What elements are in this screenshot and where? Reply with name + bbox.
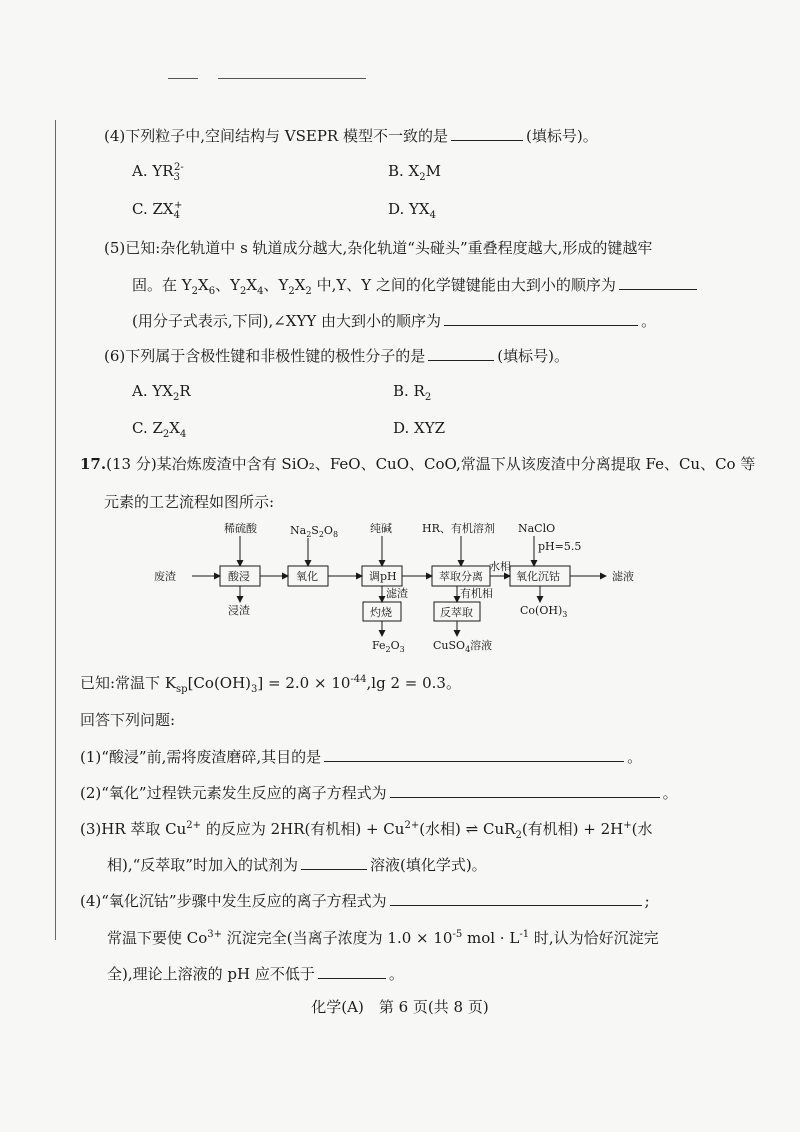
question-number: 17.: [80, 455, 107, 473]
q17-ask: 回答下列问题:: [80, 711, 176, 729]
reagent-persulfate: $Na_2S_2O_8$: [290, 524, 339, 539]
answer-blank[interactable]: [444, 311, 638, 326]
q16-p4-option-d: D. $YX_4$: [388, 200, 436, 221]
answer-blank[interactable]: [451, 126, 523, 141]
output-cooh3: $Co(OH)_3$: [520, 604, 568, 619]
box-label-acid-leach: 酸浸: [228, 570, 250, 583]
answer-blank[interactable]: [390, 891, 642, 906]
page-footer: 化学(A) 第 6 页(共 8 页): [311, 998, 489, 1016]
binding-margin-line: [55, 120, 56, 940]
answer-blank[interactable]: [324, 747, 624, 762]
q17-p3-line1: (3)HR 萃取 $Cu^{2+}$ 的反应为 2HR(有机相) + $Cu^{2+}$(水相) ⇌ CuR$_2$(有机相) + 2H+(水: [80, 820, 653, 841]
q16-p6-stem: (6)下列属于含极性键和非极性键的极性分子的是 (填标号)。: [104, 347, 569, 365]
answer-blank[interactable]: [301, 855, 367, 870]
answer-blank[interactable]: [619, 275, 697, 290]
answer-blank[interactable]: [318, 964, 386, 979]
q17-p1: (1)“酸浸”前,需将废渣磨碎,其目的是 。: [80, 748, 643, 766]
label-water-phase: 水相: [489, 560, 511, 573]
q17-p3-line2: 相),“反萃取”时加入的试剂为 溶液(填化学式)。: [107, 856, 487, 874]
q17-p4-line3: 全),理论上溶液的 pH 应不低于 。: [107, 965, 404, 983]
q17-p4-line1: (4)“氧化沉钴”步骤中发生反应的离子方程式为 ;: [80, 892, 650, 910]
q16-p4-option-c: C. $ZX_4^+$: [132, 200, 183, 221]
q16-p4-stem: (4)下列粒子中,空间结构与 VSEPR 模型不一致的是 (填标号)。: [104, 127, 598, 145]
reagent-hr-solvent: HR、有机溶剂: [422, 522, 495, 535]
box-label-adjust-ph: 调pH: [369, 570, 397, 583]
q16-p6-option-b: B. $R_2$: [393, 382, 432, 403]
answer-blank[interactable]: [428, 346, 494, 361]
label-filter-residue: 滤渣: [386, 587, 408, 600]
reagent-naclo: NaClO: [518, 522, 556, 535]
label-organic-phase: 有机相: [460, 587, 493, 600]
box-label-oxidize: 氧化: [296, 570, 318, 583]
box-label-back-extract: 反萃取: [440, 606, 473, 619]
box-label-extract: 萃取分离: [439, 570, 483, 583]
q17-p4-line2: 常温下要使 $Co^{3+}$ 沉淀完全(当离子浓度为 $1.0 \times 10^{-5}$ mol · $L^{-1}$ 时,认为恰好沉淀完: [107, 929, 659, 947]
q16-p5-line1: (5)已知:杂化轨道中 s 轨道成分越大,杂化轨道“头碰头”重叠程度越大,形成的键越牢: [104, 239, 653, 257]
reagent-soda-ash: 纯碱: [370, 522, 392, 535]
q16-p6-option-d: D. XYZ: [393, 419, 446, 437]
answer-blank[interactable]: [390, 783, 660, 798]
process-flowchart: [150, 518, 660, 658]
q17-line1: 17.(13 分)某冶炼废渣中含有 SiO₂、FeO、CuO、CoO,常温下从该废渣中分离提取 Fe、Cu、Co 等: [80, 455, 756, 473]
header-rule-long: [218, 78, 366, 79]
feed-label: 废渣: [154, 570, 176, 583]
q17-p2: (2)“氧化”过程铁元素发生反应的离子方程式为 。: [80, 784, 678, 802]
box-label-calcine: 灼烧: [370, 606, 392, 619]
q17-known: 已知:常温下 $K_{sp}[Co(OH)_3] = 2.0 \times 10^{-44},\lg$ 2 = 0.3。: [80, 674, 461, 695]
q16-p5-line2: 固。在 $Y_2X_6$、$Y_2X_4$、$Y_2X_2$ 中,Y、Y 之间的化学键键能由大到小的顺序为: [132, 274, 700, 297]
output-fe2o3: $Fe_2O_3$: [372, 639, 405, 654]
reagent-ph: pH=5.5: [538, 540, 582, 553]
output-cuso4: CuSO$_4$溶液: [433, 639, 493, 654]
box-label-oxidize-cobalt: 氧化沉钴: [516, 570, 560, 583]
q16-p6-option-c: C. $Z_2X_4$: [132, 419, 187, 440]
reagent-sulfuric-acid: 稀硫酸: [224, 522, 257, 535]
q16-p4-option-a: A. $YR_3^{2-}$: [132, 162, 184, 183]
q16-p5-line3: (用分子式表示,下同),∠XYY 由大到小的顺序为 。: [132, 312, 657, 330]
output-filtrate: 滤液: [612, 570, 634, 583]
q16-p4-option-b: B. $X_2M$: [388, 162, 441, 183]
header-rule-short: [168, 78, 198, 79]
q17-line2: 元素的工艺流程如图所示:: [104, 493, 275, 511]
output-leach-residue: 浸渣: [228, 604, 250, 617]
q16-p6-option-a: A. $YX_2R$: [132, 382, 191, 403]
